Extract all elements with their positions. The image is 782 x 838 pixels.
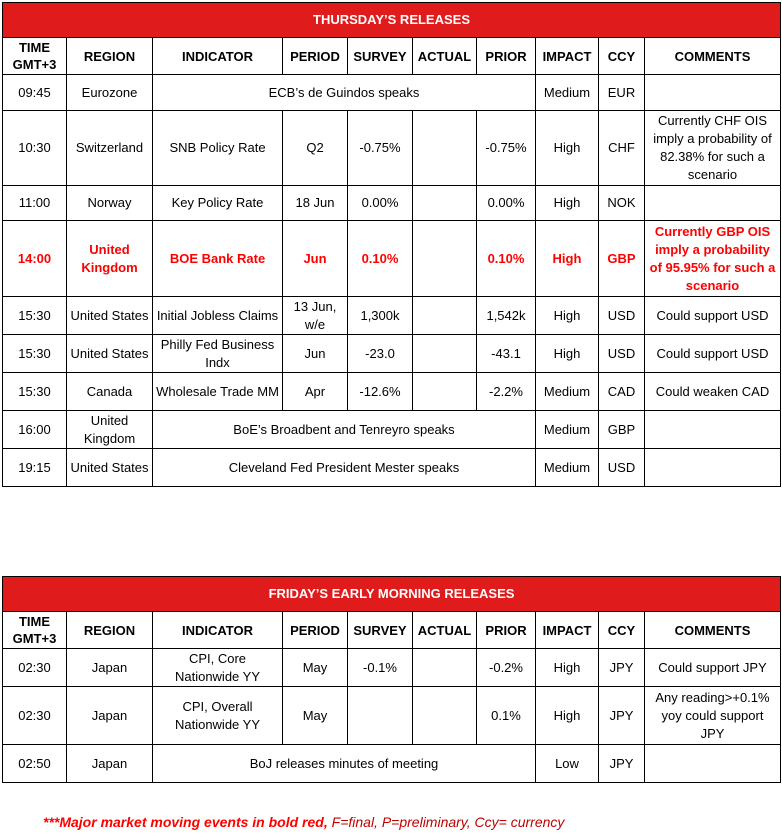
table-row — [3, 449, 781, 487]
column-header: IMPACT — [536, 38, 599, 75]
time-cell: 16:00 — [3, 411, 67, 449]
actual-cell — [413, 186, 477, 221]
indicator-cell: BOE Bank Rate — [153, 221, 283, 297]
survey-cell: -23.0 — [348, 335, 413, 373]
region-cell: Switzerland — [67, 111, 153, 186]
comments-cell: Any reading>+0.1% yoy could support JPY — [645, 687, 781, 745]
comments-cell — [645, 411, 781, 449]
prior-cell: -0.2% — [477, 649, 536, 687]
column-header: SURVEY — [348, 612, 413, 649]
footnote-rest: F=final, P=preliminary, Ccy= currency — [327, 814, 565, 830]
region-cell: United States — [67, 449, 153, 487]
table-row — [3, 373, 781, 411]
region-cell: Japan — [67, 649, 153, 687]
ccy-cell: USD — [599, 297, 645, 335]
column-header: COMMENTS — [645, 38, 781, 75]
region-cell: United States — [67, 297, 153, 335]
table-title: FRIDAY’S EARLY MORNING RELEASES — [3, 577, 781, 612]
ccy-cell: CAD — [599, 373, 645, 411]
comments-cell: Could support JPY — [645, 649, 781, 687]
ccy-cell: CHF — [599, 111, 645, 186]
survey-cell — [348, 687, 413, 745]
impact-cell: Medium — [536, 411, 599, 449]
ccy-cell: GBP — [599, 411, 645, 449]
impact-cell: High — [536, 649, 599, 687]
actual-cell — [413, 335, 477, 373]
impact-cell: High — [536, 687, 599, 745]
ccy-cell: JPY — [599, 745, 645, 783]
table-row — [3, 297, 781, 335]
column-header: PERIOD — [283, 612, 348, 649]
actual-cell — [413, 373, 477, 411]
ccy-cell: JPY — [599, 649, 645, 687]
column-header: TIME GMT+3 — [3, 612, 67, 649]
comments-cell: Could support USD — [645, 335, 781, 373]
column-header: REGION — [67, 612, 153, 649]
column-header: COMMENTS — [645, 612, 781, 649]
time-cell: 09:45 — [3, 75, 67, 111]
comments-cell: Could weaken CAD — [645, 373, 781, 411]
prior-cell: 0.1% — [477, 687, 536, 745]
impact-cell: Low — [536, 745, 599, 783]
indicator-cell: Cleveland Fed President Mester speaks — [153, 449, 536, 487]
table-row — [3, 335, 781, 373]
impact-cell: High — [536, 335, 599, 373]
comments-cell: Currently GBP OIS imply a probability of 95.95% for such a scenario — [645, 221, 781, 297]
friday-releases-table — [2, 576, 781, 783]
impact-cell: High — [536, 221, 599, 297]
column-header: ACTUAL — [413, 612, 477, 649]
region-cell: United States — [67, 335, 153, 373]
column-header: PRIOR — [477, 38, 536, 75]
prior-cell: -2.2% — [477, 373, 536, 411]
period-cell: Jun — [283, 335, 348, 373]
region-cell: Norway — [67, 186, 153, 221]
ccy-cell: USD — [599, 449, 645, 487]
ccy-cell: GBP — [599, 221, 645, 297]
indicator-cell: ECB’s de Guindos speaks — [153, 75, 536, 111]
survey-cell: -0.1% — [348, 649, 413, 687]
prior-cell: 0.00% — [477, 186, 536, 221]
prior-cell: 1,542k — [477, 297, 536, 335]
table-row — [3, 687, 781, 745]
indicator-cell: Philly Fed Business Indx — [153, 335, 283, 373]
comments-cell: Currently CHF OIS imply a probability of 82.38% for such a scenario — [645, 111, 781, 186]
actual-cell — [413, 221, 477, 297]
column-header: TIME GMT+3 — [3, 38, 67, 75]
column-header: INDICATOR — [153, 612, 283, 649]
time-cell: 02:50 — [3, 745, 67, 783]
indicator-cell: BoE’s Broadbent and Tenreyro speaks — [153, 411, 536, 449]
region-cell: United Kingdom — [67, 411, 153, 449]
indicator-cell: CPI, Core Nationwide YY — [153, 649, 283, 687]
impact-cell: Medium — [536, 373, 599, 411]
column-header: IMPACT — [536, 612, 599, 649]
actual-cell — [413, 297, 477, 335]
survey-cell: -0.75% — [348, 111, 413, 186]
period-cell: 13 Jun, w/e — [283, 297, 348, 335]
impact-cell: High — [536, 111, 599, 186]
time-cell: 11:00 — [3, 186, 67, 221]
prior-cell: -0.75% — [477, 111, 536, 186]
footnote-bold: ***Major market moving events in bold red, — [43, 814, 328, 830]
survey-cell: 1,300k — [348, 297, 413, 335]
column-header: PERIOD — [283, 38, 348, 75]
time-cell: 15:30 — [3, 297, 67, 335]
time-cell: 19:15 — [3, 449, 67, 487]
region-cell: Eurozone — [67, 75, 153, 111]
ccy-cell: USD — [599, 335, 645, 373]
table-row — [3, 221, 781, 297]
impact-cell: Medium — [536, 75, 599, 111]
comments-cell — [645, 745, 781, 783]
indicator-cell: SNB Policy Rate — [153, 111, 283, 186]
survey-cell: -12.6% — [348, 373, 413, 411]
period-cell: May — [283, 649, 348, 687]
table-row — [3, 75, 781, 111]
period-cell: Q2 — [283, 111, 348, 186]
survey-cell: 0.10% — [348, 221, 413, 297]
prior-cell: -43.1 — [477, 335, 536, 373]
period-cell: May — [283, 687, 348, 745]
table-title: THURSDAY’S RELEASES — [3, 3, 781, 38]
table-row — [3, 745, 781, 783]
column-header: REGION — [67, 38, 153, 75]
table-row — [3, 111, 781, 186]
indicator-cell: Key Policy Rate — [153, 186, 283, 221]
ccy-cell: NOK — [599, 186, 645, 221]
impact-cell: Medium — [536, 449, 599, 487]
period-cell: Jun — [283, 221, 348, 297]
column-header: CCY — [599, 612, 645, 649]
time-cell: 15:30 — [3, 335, 67, 373]
time-cell: 02:30 — [3, 687, 67, 745]
table-row — [3, 411, 781, 449]
column-header: PRIOR — [477, 612, 536, 649]
region-cell: United Kingdom — [67, 221, 153, 297]
region-cell: Japan — [67, 745, 153, 783]
footnote — [43, 814, 564, 830]
thursday-releases-table — [2, 2, 781, 487]
table-row — [3, 649, 781, 687]
actual-cell — [413, 649, 477, 687]
indicator-cell: BoJ releases minutes of meeting — [153, 745, 536, 783]
comments-cell — [645, 75, 781, 111]
column-header: INDICATOR — [153, 38, 283, 75]
column-header: CCY — [599, 38, 645, 75]
column-header: SURVEY — [348, 38, 413, 75]
region-cell: Canada — [67, 373, 153, 411]
time-cell: 15:30 — [3, 373, 67, 411]
impact-cell: High — [536, 297, 599, 335]
actual-cell — [413, 687, 477, 745]
survey-cell: 0.00% — [348, 186, 413, 221]
ccy-cell: JPY — [599, 687, 645, 745]
time-cell: 14:00 — [3, 221, 67, 297]
time-cell: 02:30 — [3, 649, 67, 687]
table-row — [3, 186, 781, 221]
column-header: ACTUAL — [413, 38, 477, 75]
indicator-cell: Wholesale Trade MM — [153, 373, 283, 411]
period-cell: Apr — [283, 373, 348, 411]
region-cell: Japan — [67, 687, 153, 745]
actual-cell — [413, 111, 477, 186]
comments-cell: Could support USD — [645, 297, 781, 335]
indicator-cell: Initial Jobless Claims — [153, 297, 283, 335]
comments-cell — [645, 186, 781, 221]
impact-cell: High — [536, 186, 599, 221]
comments-cell — [645, 449, 781, 487]
time-cell: 10:30 — [3, 111, 67, 186]
period-cell: 18 Jun — [283, 186, 348, 221]
ccy-cell: EUR — [599, 75, 645, 111]
prior-cell: 0.10% — [477, 221, 536, 297]
indicator-cell: CPI, Overall Nationwide YY — [153, 687, 283, 745]
